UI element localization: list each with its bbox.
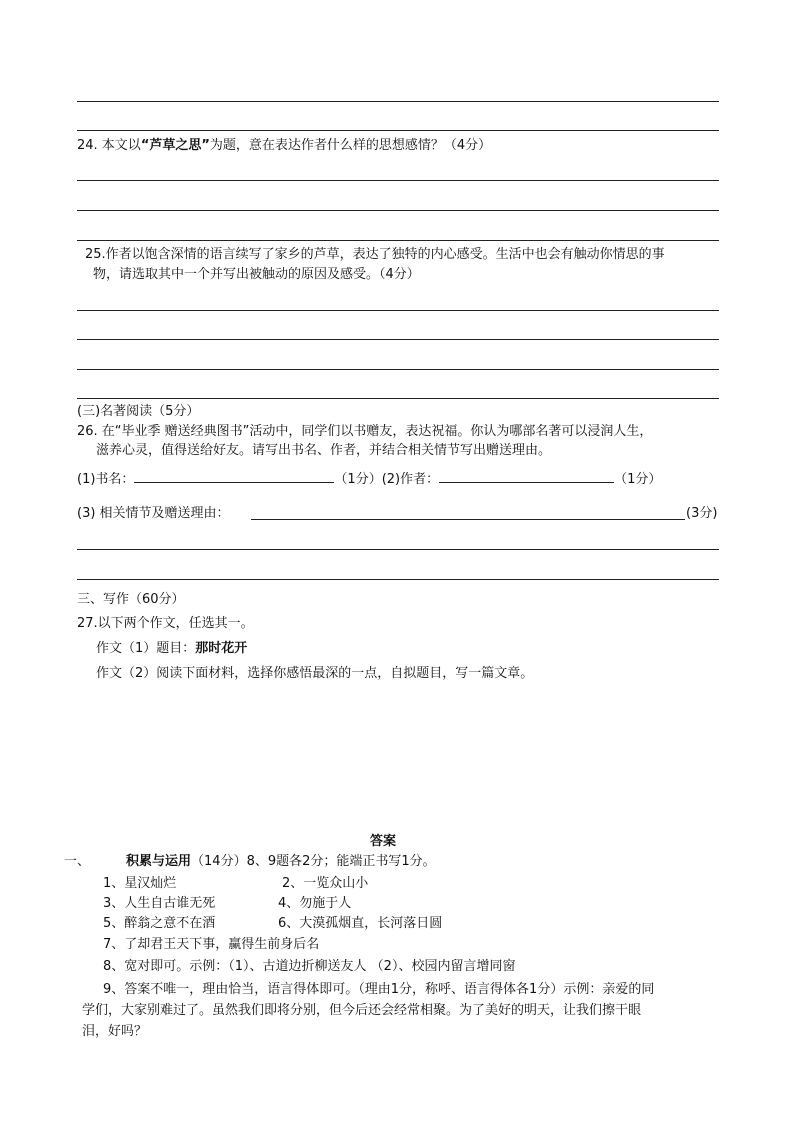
book-name-label: (1)书名： [77,472,135,487]
answers-section-1 [64,852,436,872]
answer-line[interactable] [77,130,719,131]
essay-option-1-prefix: 作文（1）题目： [96,641,196,656]
reason-score: (3分) [686,506,718,521]
answer-item: 1、星汉灿烂 [103,876,177,891]
essay-option-2: 作文（2）阅读下面材料，选择你感悟最深的一点，自拟题目，写一篇文章。 [96,666,534,681]
author-label: (2)作者： [381,472,440,487]
answer-item: 8、宽对即可。示例：（1）、古道边折柳送友人 （2）、校园内留言增同窗 [103,959,516,974]
reason-blank[interactable] [251,519,685,520]
author-score: （1分） [614,472,662,487]
answer-item: 9、答案不唯一，理由恰当，语言得体即可。（理由1分，称呼、语言得体各1分）示例：亲爱的同 [103,982,655,997]
question-24 [77,136,491,156]
q24-prefix: 24. 本文以 [77,138,141,153]
author-blank[interactable] [439,482,614,483]
answer-item: 3、人生自古谁无死 [103,896,216,911]
question-25-line1: 25.作者以饱含深情的语言续写了家乡的芦草，表达了独特的内心感受。生活中也会有触动你情思的事 [85,247,665,262]
book-name-blank[interactable] [134,482,334,483]
answer-line[interactable] [77,101,719,102]
section-1-number: 一、 [64,854,91,869]
answer-item: 7、了却君王天下事，赢得生前身后名 [103,937,320,952]
question-25-line2: 物，请选取其中一个并写出被触动的原因及感受。（4分） [93,267,420,282]
answer-item: 4、勿施于人 [278,896,352,911]
writing-heading: 三、写作（60分） [77,592,185,607]
reason-label: (3) 相关情节及赠送理由： [77,506,230,521]
question-27: 27.以下两个作文，任选其一。 [77,616,254,631]
answer-line[interactable] [77,310,719,311]
section-1-scoring: （14分）8、9题各2分；能端正书写1分。 [191,854,436,869]
q24-title: “芦草之思” [140,138,210,153]
answer-line[interactable] [77,240,719,241]
section-3-heading: (三)名著阅读（5分） [77,404,200,419]
essay-option-1-title: 那时花开 [195,641,248,656]
answer-item: 学们，大家别难过了。虽然我们即将分别，但今后还会经常相聚。为了美好的明天，让我们擦干眼 [82,1003,642,1018]
book-name-row [77,470,661,490]
essay-option-1 [96,639,247,659]
answers-title: 答案 [370,834,397,849]
answer-item: 6、大漠孤烟直，长河落日圆 [278,916,443,931]
question-26-line1: 26. 在“毕业季 赠送经典图书”活动中，同学们以书赠友，表达祝福。你认为哪部名著可以浸润人生， [77,424,653,439]
q24-suffix: 为题，意在表达作者什么样的思想感情？（4分） [209,138,492,153]
answer-line[interactable] [77,398,719,399]
book-name-score: （1分） [334,472,382,487]
answer-line[interactable] [77,369,719,370]
answer-line[interactable] [77,549,719,550]
section-1-title: 积累与运用 [126,854,192,869]
answer-line[interactable] [77,339,719,340]
answer-line[interactable] [77,210,719,211]
question-26-line2: 滋养心灵，值得送给好友。请写出书名、作者，并结合相关情节写出赠送理由。 [96,443,552,458]
answer-item: 泪，好吗？ [82,1024,148,1039]
answer-line[interactable] [77,579,719,580]
answer-line[interactable] [77,180,719,181]
answer-item: 5、醉翁之意不在酒 [103,916,216,931]
answer-item: 2、一览众山小 [282,876,369,891]
